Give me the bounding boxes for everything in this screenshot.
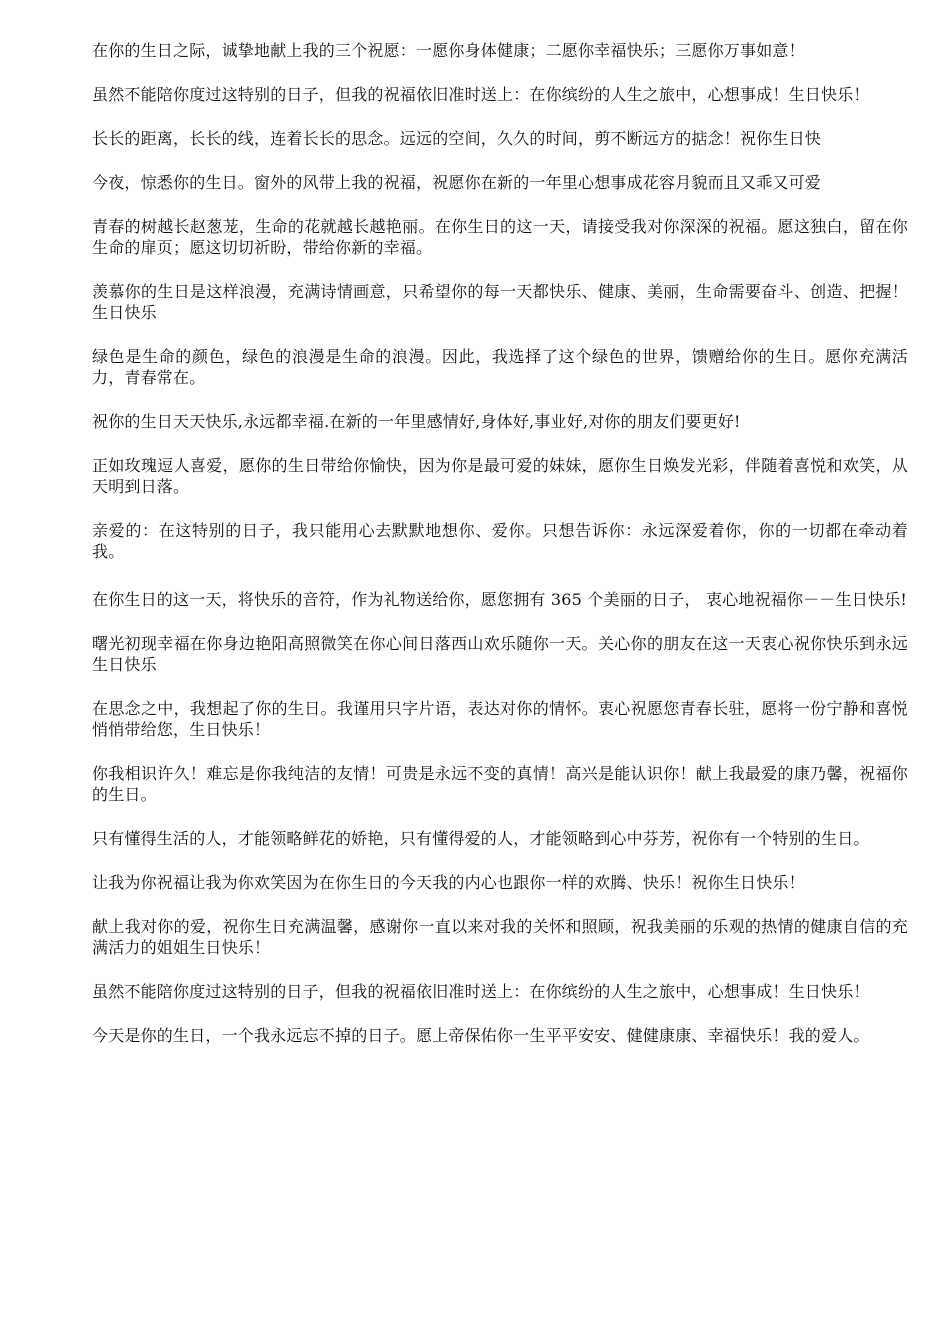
paragraph-9: 正如玫瑰逗人喜爱，愿你的生日带给你愉快，因为你是最可爱的妹妹，愿你生日焕发光彩，伴随着喜悦和欢笑，从天明到日落。 [92, 456, 908, 496]
paragraph-16: 让我为你祝福让我为你欢笑因为在你生日的今天我的内心也跟你一样的欢腾、快乐！祝你生日快乐！ [92, 873, 805, 892]
paragraph-8: 祝你的生日天天快乐,永远都幸福.在新的一年里感情好,身体好,事业好,对你的朋友们要更好! [92, 412, 741, 431]
document-page [92, 40, 908, 1069]
paragraph-5: 青春的树越长赵葱茏，生命的花就越长越艳丽。在你生日的这一天，请接受我对你深深的祝福。愿这独白，留在你生命的扉页；愿这切切祈盼，带给你新的幸福。 [92, 217, 908, 257]
paragraph-10: 亲爱的：在这特别的日子，我只能用心去默默地想你、爱你。只想告诉你：永远深爱着你，你的一切都在牵动着我。 [92, 521, 908, 561]
paragraph-14: 你我相识许久！难忘是你我纯洁的友情！可贵是永远不变的真情！高兴是能认识你！献上我最爱的康乃馨，祝福你的生日。 [92, 764, 908, 804]
paragraph-4: 今夜，惊悉你的生日。窗外的风带上我的祝福，祝愿你在新的一年里心想事成花容月貌而且又乖又可爱 [92, 173, 822, 192]
paragraph-19: 今天是你的生日，一个我永远忘不掉的日子。愿上帝保佑你一生平平安安、健健康康、幸福快乐！我的爱人。 [92, 1026, 870, 1045]
paragraph-12: 曙光初现幸福在你身边艳阳高照微笑在你心间日落西山欢乐随你一天。关心你的朋友在这一天衷心祝你快乐到永远生日快乐 [92, 634, 908, 674]
paragraph-2: 虽然不能陪你度过这特别的日子，但我的祝福依旧准时送上：在你缤纷的人生之旅中，心想事成！生日快乐！ [92, 85, 870, 104]
paragraph-17: 献上我对你的爱，祝你生日充满温馨，感谢你一直以来对我的关怀和照顾，祝我美丽的乐观的热情的健康自信的充满活力的姐姐生日快乐！ [92, 917, 908, 957]
paragraph-6: 羡慕你的生日是这样浪漫，充满诗情画意，只希望你的每一天都快乐、健康、美丽，生命需要奋斗、创造、把握！生日快乐 [92, 282, 908, 322]
paragraph-7: 绿色是生命的颜色，绿色的浪漫是生命的浪漫。因此，我选择了这个绿色的世界，馈赠给你的生日。愿你充满活力，青春常在。 [92, 347, 908, 387]
paragraph-18: 虽然不能陪你度过这特别的日子，但我的祝福依旧准时送上：在你缤纷的人生之旅中，心想事成！生日快乐！ [92, 982, 870, 1001]
paragraph-1: 在你的生日之际，诚挚地献上我的三个祝愿：一愿你身体健康；二愿你幸福快乐；三愿你万事如意！ [92, 41, 805, 60]
paragraph-15: 只有懂得生活的人，才能领略鲜花的娇艳，只有懂得爱的人，才能领略到心中芬芳，祝你有一个特别的生日。 [92, 829, 870, 848]
paragraph-13: 在思念之中，我想起了你的生日。我谨用只字片语，表达对你的情怀。衷心祝愿您青春长驻，愿将一份宁静和喜悦悄悄带给您，生日快乐！ [92, 699, 908, 739]
paragraph-3: 长长的距离，长长的线，连着长长的思念。远远的空间，久久的时间，剪不断远方的掂念！祝你生日快 [92, 129, 822, 148]
paragraph-11: 在你生日的这一天，将快乐的音符，作为礼物送给你，愿您拥有 365 个美丽的日子， 衷心地祝福你－－生日快乐! [92, 590, 908, 609]
